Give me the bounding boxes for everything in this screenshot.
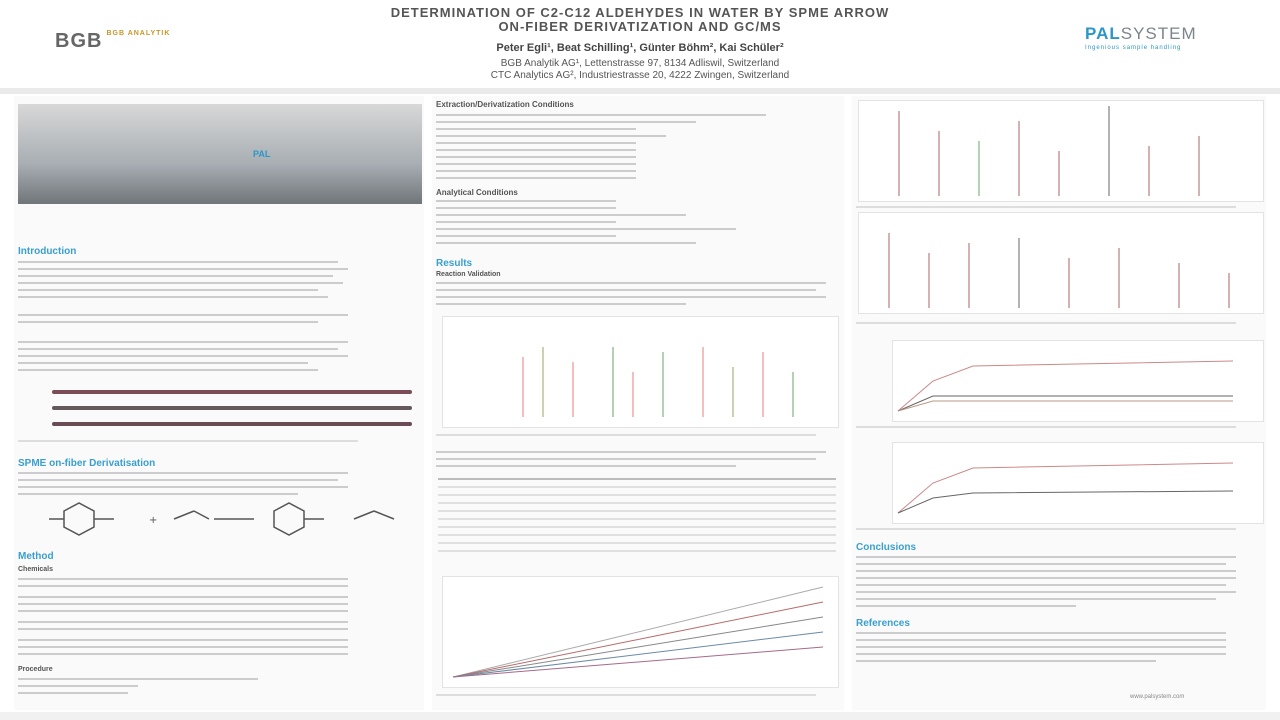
spme-heading: SPME on-fiber Derivatisation <box>18 458 156 469</box>
analytical-heading: Analytical Conditions <box>436 188 518 197</box>
text-block <box>856 660 1156 662</box>
column-middle <box>432 96 844 710</box>
text-block <box>436 170 636 172</box>
benzene-ring-2 <box>274 503 304 535</box>
text-block <box>18 628 348 630</box>
table-row <box>438 486 836 488</box>
chromatogram-mid <box>858 212 1264 314</box>
text-block <box>18 685 138 687</box>
text-block <box>18 479 338 481</box>
calibration-line <box>453 617 823 677</box>
authors: Peter Egli¹, Beat Schilling¹, Günter Böhm², Kai Schüler² <box>496 42 784 54</box>
text-block <box>18 321 318 323</box>
pal-logo-main: PAL <box>1085 24 1121 43</box>
text-block <box>18 289 318 291</box>
profile-line <box>898 396 1233 411</box>
text-block <box>436 289 816 291</box>
caption <box>856 426 1236 428</box>
text-block <box>18 603 348 605</box>
text-block <box>18 639 348 641</box>
extraction-profile-2 <box>892 442 1264 524</box>
profile-line <box>898 401 1233 411</box>
column-right <box>852 96 1266 710</box>
text-block <box>18 610 348 612</box>
text-block <box>18 678 258 680</box>
reaction-scheme <box>24 501 424 546</box>
text-block <box>856 577 1236 579</box>
text-block <box>18 472 348 474</box>
text-block <box>18 314 348 316</box>
text-block <box>436 142 636 144</box>
text-block <box>18 355 348 357</box>
table-row <box>438 534 836 536</box>
profile-line <box>898 361 1233 411</box>
text-block <box>436 135 666 137</box>
text-block <box>436 303 686 305</box>
method-heading: Method <box>18 551 54 562</box>
affiliations <box>320 58 960 82</box>
chromatogram-svg <box>443 317 838 427</box>
photo-pal-label: PAL <box>253 149 271 159</box>
text-block <box>436 214 686 216</box>
text-block <box>436 235 616 237</box>
text-block <box>436 200 616 202</box>
text-block <box>856 584 1226 586</box>
table-row <box>438 542 836 544</box>
table-row <box>438 550 836 552</box>
pal-logo-sub: SYSTEM <box>1120 24 1197 43</box>
text-block <box>436 228 736 230</box>
text-block <box>436 207 616 209</box>
calibration-plot <box>442 576 839 688</box>
text-block <box>436 128 636 130</box>
bond <box>174 511 194 519</box>
calibration-line <box>453 587 823 677</box>
extraction-profile-1-svg <box>893 341 1263 421</box>
title-line-1: DETERMINATION OF C2-C12 ALDEHYDES IN WATER BY SPME ARROW <box>390 5 890 20</box>
calibration-line <box>453 602 823 677</box>
text-block <box>856 646 1226 648</box>
text-block <box>856 653 1226 655</box>
text-block <box>18 578 348 580</box>
bond <box>194 511 209 519</box>
extraction-profile-2-svg <box>893 443 1263 523</box>
chemicals-heading: Chemicals <box>18 566 54 573</box>
bgb-logo-sub: BGB ANALYTIK <box>106 30 171 37</box>
results-heading: Results <box>436 258 473 269</box>
pal-logo-tagline: Ingenious sample handling <box>1085 45 1182 51</box>
text-block <box>18 646 348 648</box>
caption <box>856 528 1236 530</box>
calibration-line <box>453 632 823 677</box>
text-block <box>436 465 736 467</box>
text-block <box>856 598 1216 600</box>
text-block <box>18 369 318 371</box>
spme-arrow-fiber-1 <box>52 390 412 394</box>
caption <box>436 434 816 436</box>
text-block <box>436 177 636 179</box>
text-block <box>436 458 816 460</box>
affiliation-2: CTC Analytics AG², Industriestrasse 20, 4222 Zwingen, Switzerland <box>490 70 790 81</box>
caption <box>856 206 1236 208</box>
text-block <box>436 282 826 284</box>
table-row <box>438 510 836 512</box>
benzene-ring-1 <box>64 503 94 535</box>
extraction-profile-1 <box>892 340 1264 422</box>
bond <box>354 511 374 519</box>
pal-system-logo <box>1085 24 1197 51</box>
text-block <box>18 362 308 364</box>
peak-group <box>523 347 793 417</box>
text-block <box>436 221 616 223</box>
results-table <box>438 476 836 558</box>
spme-arrow-fiber-3 <box>52 422 412 426</box>
text-block <box>18 268 348 270</box>
references-heading: References <box>856 618 910 629</box>
text-block <box>436 121 696 123</box>
text-block <box>856 632 1226 634</box>
text-block <box>436 114 766 116</box>
text-block <box>18 493 298 495</box>
profile-line <box>898 463 1233 513</box>
bond <box>374 511 394 519</box>
procedure-heading: Procedure <box>18 666 53 673</box>
profile-line <box>898 491 1233 513</box>
text-block <box>18 261 338 263</box>
chromatogram-top <box>858 100 1264 202</box>
table-row <box>438 526 836 528</box>
poster-title <box>230 6 1050 34</box>
text-block <box>436 296 826 298</box>
footer-band <box>0 712 1280 720</box>
text-block <box>18 296 328 298</box>
text-block <box>856 591 1236 593</box>
text-block <box>18 692 128 694</box>
plus-sign: + <box>149 515 158 526</box>
text-block <box>18 596 348 598</box>
text-block <box>436 451 826 453</box>
text-block <box>856 605 1076 607</box>
title-line-2: ON-FIBER DERIVATIZATION AND GC/MS <box>498 19 782 34</box>
spme-arrow-fiber-2 <box>52 406 412 410</box>
conclusion-heading: Conclusions <box>856 542 917 553</box>
text-block <box>18 486 348 488</box>
text-block <box>18 282 343 284</box>
table-row <box>438 518 836 520</box>
column-left <box>14 96 424 710</box>
calibration-line <box>453 647 823 677</box>
table-header-row <box>438 478 836 480</box>
caption <box>856 322 1236 324</box>
text-block <box>856 563 1226 565</box>
website-url[interactable]: www.palsystem.com <box>1130 694 1185 700</box>
calibration-heading: Reaction Validation <box>436 271 501 278</box>
text-block <box>856 639 1226 641</box>
text-block <box>18 585 348 587</box>
header-divider <box>0 88 1280 94</box>
calibration-svg <box>443 577 838 687</box>
bgb-logo: BGB BGB ANALYTIK <box>55 30 171 52</box>
chromatogram-top-svg <box>859 101 1263 201</box>
table-row <box>438 502 836 504</box>
text-block <box>436 156 636 158</box>
text-block <box>436 149 636 151</box>
instrument-photo <box>18 104 422 204</box>
chromatogram-mid-svg <box>859 213 1263 313</box>
text-block <box>18 348 338 350</box>
chromatogram-overlay <box>442 316 839 428</box>
affiliation-1: BGB Analytik AG¹, Lettenstrasse 97, 8134 Adliswil, Switzerland <box>500 58 780 69</box>
poster-header <box>0 0 1280 88</box>
caption <box>436 694 816 696</box>
text-block <box>856 570 1236 572</box>
table-row <box>438 494 836 496</box>
text-block <box>436 242 696 244</box>
caption <box>18 440 358 442</box>
text-block <box>18 341 348 343</box>
text-block <box>856 556 1236 558</box>
text-block <box>18 653 348 655</box>
text-block <box>18 275 333 277</box>
intro-heading: Introduction <box>18 246 77 257</box>
text-block <box>18 621 348 623</box>
conditions-heading: Extraction/Derivatization Conditions <box>436 100 574 109</box>
text-block <box>436 163 636 165</box>
